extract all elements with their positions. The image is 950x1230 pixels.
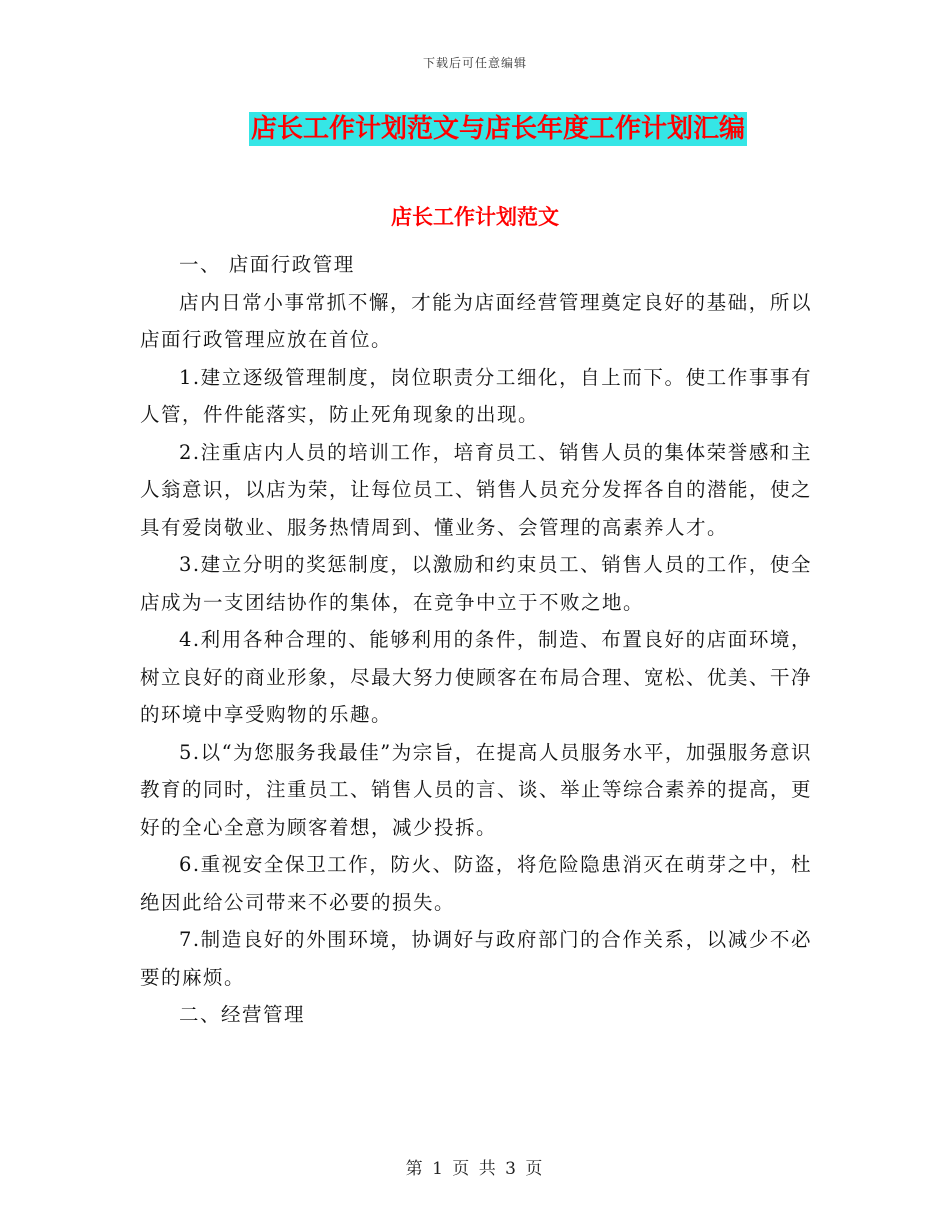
paragraph: 店内日常小事常抓不懈，才能为店面经营管理奠定良好的基础，所以店面行政管理应放在首位。 bbox=[140, 290, 812, 351]
body-text bbox=[140, 246, 812, 1034]
page-footer: 第 1 页 共 3 页 bbox=[405, 1159, 545, 1179]
main-title: 店长工作计划范文与店长年度工作计划汇编 bbox=[250, 114, 745, 144]
main-title-wrap bbox=[0, 112, 950, 146]
paragraph: 5.以“为您服务我最佳”为宗旨，在提高人员服务水平，加强服务意识教育的同时，注重员工、销售人员的言、谈、举止等综合素养的提高，更好的全心全意为顾客着想，减少投拆。 bbox=[140, 740, 813, 839]
paragraph: 6.重视安全保卫工作，防火、防盗，将危险隐患消灭在萌芽之中，杜绝因此给公司带来不必要的损失。 bbox=[140, 853, 812, 914]
paragraph: 3.建立分明的奖惩制度，以激励和约束员工、销售人员的工作，使全店成为一支团结协作的集体，在竞争中立于不败之地。 bbox=[140, 553, 812, 614]
paragraph: 7.制造良好的外围环境，协调好与政府部门的合作关系，以减少不必要的麻烦。 bbox=[140, 928, 812, 989]
paragraph: 4.利用各种合理的、能够利用的条件，制造、布置良好的店面环境，树立良好的商业形象，尽最大努力使顾客在布局合理、宽松、优美、干净的环境中享受购物的乐趣。 bbox=[140, 628, 813, 726]
section-heading: 一、 店面行政管理 bbox=[179, 253, 355, 276]
header-note: 下载后可任意编辑 bbox=[422, 56, 527, 70]
paragraph: 1.建立逐级管理制度，岗位职责分工细化，自上而下。使工作事事有人管，件件能落实，防止死角现象的出现。 bbox=[140, 365, 812, 426]
section-heading: 二、经营管理 bbox=[179, 1003, 306, 1026]
sub-title: 店长工作计划范文 bbox=[391, 205, 559, 229]
paragraph: 2.注重店内人员的培训工作，培育员工、销售人员的集体荣誉感和主人翁意识，以店为荣，让每位员工、销售人员充分发挥各自的潜能，使之具有爱岗敬业、服务热情周到、懂业务、会管理的高素养人才。 bbox=[140, 440, 813, 539]
